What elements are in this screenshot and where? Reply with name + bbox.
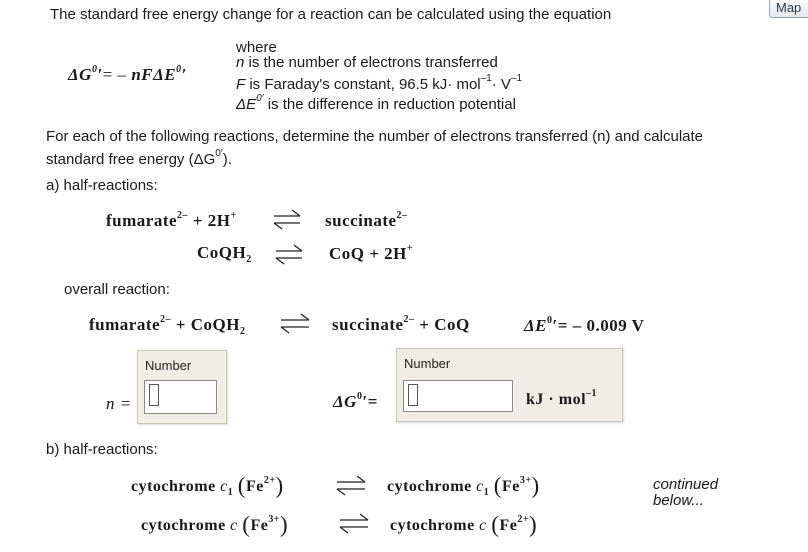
reaction-b1-right: cytochrome $c_1$ $(Fe^{3+})$: [387, 473, 540, 498]
equilibrium-arrow-icon: [338, 512, 370, 534]
input-cursor: [408, 384, 418, 406]
where-e-line: $\Delta E^{0'}$ is the difference in reduction potential: [236, 93, 516, 113]
instruction-line-2: standard free energy $(\Delta G^{0'})$.: [46, 148, 232, 168]
number-panel-label: Number: [145, 358, 192, 373]
reaction-a1-left: fumarate$^{2-}$ + 2H+: [106, 210, 237, 230]
unit-label: kJ · mol$^{-1}$: [526, 388, 598, 408]
where-f-line: F is Faraday's constant, 96.5 $kJ\cdot mol^{-1}\cdot V^{-1}$: [236, 73, 523, 93]
reaction-b1-left: cytochrome $c_1$ $(Fe^{2+})$: [131, 473, 284, 498]
reaction-b2-right: cytochrome c $(Fe^{2+})$: [390, 512, 538, 537]
where-label: where: [236, 39, 277, 56]
instruction-line-1: For each of the following reactions, determine the number of electrons transferred (n) and calculate: [46, 128, 704, 145]
input-cursor: [149, 384, 159, 406]
part-b-label: b) half-reactions:: [46, 441, 158, 458]
continued-line-1: continued: [653, 476, 719, 493]
overall-reaction-right: succinate$^{2-}$ + CoQ: [332, 314, 470, 334]
reaction-a1-right: succinate$^{2-}$: [325, 210, 408, 230]
reaction-b2-left: cytochrome c $(Fe^{3+})$: [141, 512, 289, 537]
n-input[interactable]: [144, 380, 217, 414]
delta-e-value: $\Delta E^0'= - 0.009$ V: [524, 315, 645, 335]
number-panel-label: Number: [404, 356, 451, 371]
delta-g-label: $\Delta G^0'=$: [333, 391, 378, 411]
number-panel-n: [137, 350, 227, 424]
delta-g-input[interactable]: [403, 380, 513, 412]
overall-reaction-label: overall reaction:: [64, 281, 170, 298]
number-panel-delta-g: [396, 348, 623, 422]
reaction-a2-right: CoQ + 2H+: [329, 243, 414, 263]
overall-reaction-left: fumarate$^{2-}$ + CoQH$_2$: [89, 314, 246, 337]
equilibrium-arrow-icon: [274, 243, 304, 265]
continued-line-2: below...: [653, 492, 704, 509]
n-label: n =: [106, 394, 132, 413]
where-n-line: n is the number of electrons transferred: [236, 54, 498, 71]
intro-text: The standard free energy change for a reaction can be calculated using the equation: [50, 6, 612, 23]
equilibrium-arrow-icon: [335, 474, 367, 496]
part-a-label: a) half-reactions:: [46, 177, 158, 194]
equilibrium-arrow-icon: [272, 208, 302, 230]
map-button[interactable]: Map: [769, 0, 808, 18]
free-energy-equation: $\Delta G^0'= - nF\Delta E^0'$: [68, 64, 187, 84]
equilibrium-arrow-icon: [279, 312, 311, 334]
reaction-a2-left: CoQH$_2$: [197, 243, 252, 265]
